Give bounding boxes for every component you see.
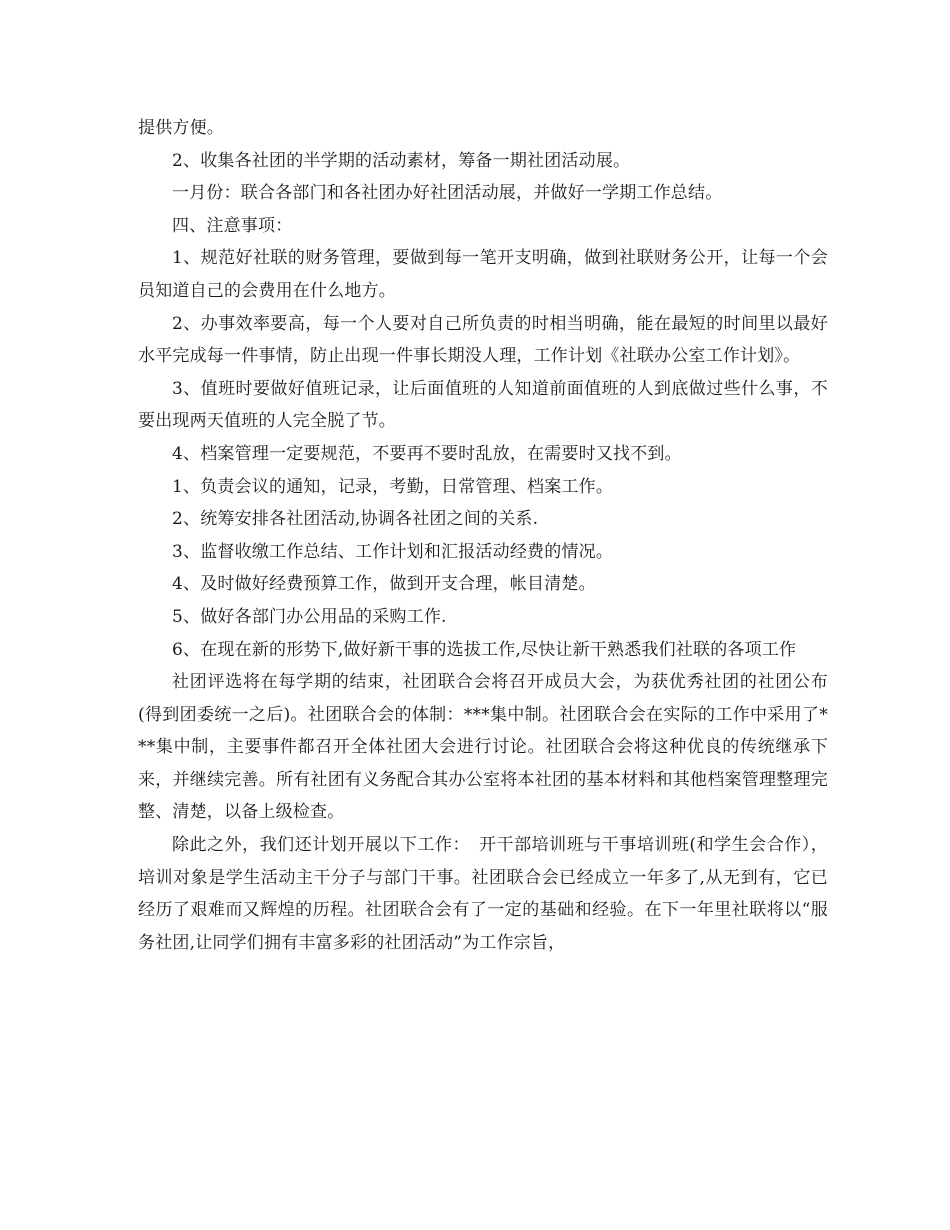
paragraph: 1、负责会议的通知，记录，考勤，日常管理、档案工作。: [172, 476, 614, 497]
paragraph: 2、收集各社团的半学期的活动素材，筹备一期社团活动展。: [172, 150, 631, 171]
paragraph: 提供方便。: [138, 118, 224, 138]
paragraph: 社团评选将在每学期的结束，社团联合会将召开成员大会，为获优秀社团的社团公布(得到团委统一之后)。社团联合会的体制：***集中制。社团联合会在实际的工作中采用了***集中制，主要事件都召开全体社团大会进行讨论。社团联合会将这种优良的传统继承下来，并继续完善。所有社团有义务配合其办公室将本社团的基本材料和其他档案管理整理完整、清楚，以备上级检查。: [138, 672, 828, 823]
section-heading: 四、注意事项：: [172, 215, 293, 236]
document-body: [138, 112, 828, 959]
paragraph: 1、规范好社联的财务管理，要做到每一笔开支明确，做到社联财务公开，让每一个会员知道自己的会费用在什么地方。: [138, 248, 828, 301]
paragraph: 4、档案管理一定要规范，不要再不要时乱放，在需要时又找不到。: [172, 443, 682, 464]
paragraph: 5、做好各部门办公用品的采购工作.: [172, 606, 447, 627]
paragraph: 2、统筹安排各社团活动,协调各社团之间的关系.: [172, 509, 539, 530]
paragraph: 3、监督收缴工作总结、工作计划和汇报活动经费的情况。: [172, 541, 614, 562]
paragraph: 2、办事效率要高，每一个人要对自己所负责的时相当明确，能在最短的时间里以最好水平完成每一件事情，防止出现一件事长期没人理，工作计划《社联办公室工作计划》。: [138, 313, 828, 367]
paragraph: 一月份：联合各部门和各社团办好社团活动展，并做好一学期工作总结。: [172, 183, 723, 204]
paragraph: 除此之外，我们还计划开展以下工作： 开干部培训班与干事培训班(和学生会合作），培训对象是学生活动主干分子与部门干事。社团联合会已经成立一年多了,从无到有，它已经历了艰难而又辉煌的历程。社团联合会有了一定的基础和经验。在下一年里社联将以“服务社团,让同学们拥有丰富多彩的社团活动”为工作宗旨，: [138, 835, 828, 953]
paragraph: 6、在现在新的形势下,做好新干事的选拔工作,尽快让新干熟悉我们社联的各项工作: [172, 639, 797, 660]
paragraph: 4、及时做好经费预算工作，做到开支合理，帐目清楚。: [172, 574, 596, 595]
paragraph: 3、值班时要做好值班记录，让后面值班的人知道前面值班的人到底做过些什么事，不要出现两天值班的人完全脱了节。: [138, 378, 828, 432]
